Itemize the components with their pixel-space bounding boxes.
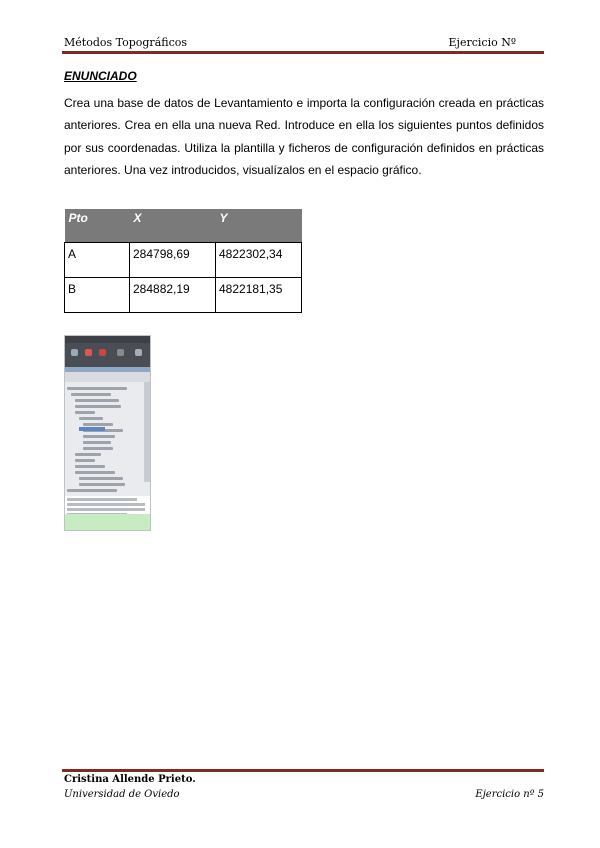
software-screenshot-image (64, 335, 151, 531)
table-row (65, 243, 302, 278)
screenshot-titlebar (65, 336, 150, 343)
section-heading: ENUNCIADO (64, 69, 137, 83)
header-course-title: Métodos Topográficos (64, 36, 188, 49)
points-table (64, 209, 302, 313)
footer-author: Cristina Allende Prieto. (64, 774, 196, 785)
table-cell: 284882,19 (130, 278, 216, 313)
column-header: X (130, 209, 216, 243)
header-divider (62, 51, 544, 54)
header-exercise-label: Ejercicio Nº (448, 36, 516, 49)
footer-university: Universidad de Oviedo (64, 789, 180, 800)
screenshot-ribbon (65, 343, 150, 367)
screenshot-panel-header (65, 372, 150, 382)
screenshot-tree-view (67, 384, 139, 514)
screenshot-side-tab (144, 382, 150, 482)
statement-paragraph: Crea una base de datos de Levantamiento e importa la configuración creada en prácticas anteriores. Crea en ella una nueva Red. Introduce en ella los siguientes puntos definidos por sus coordenadas. Utiliza la plantilla y ficheros de configuración definidos en prácticas anteriores. Una vez introducidos, visualízalos en el espacio gráfico. (64, 96, 544, 178)
footer-divider (62, 769, 544, 772)
screenshot-green-area (65, 514, 150, 530)
table-cell: B (65, 278, 130, 313)
table-cell: 4822181,35 (216, 278, 302, 313)
screenshot-selected-item (79, 427, 105, 431)
table-cell: A (65, 243, 130, 278)
page-header (64, 34, 544, 50)
column-header: Y (216, 209, 302, 243)
column-header: Pto (65, 209, 130, 243)
table-cell: 4822302,34 (216, 243, 302, 278)
table-header-row (65, 209, 302, 243)
table-row (65, 278, 302, 313)
table-cell: 284798,69 (130, 243, 216, 278)
footer-exercise-number: Ejercicio nº 5 (475, 789, 544, 800)
